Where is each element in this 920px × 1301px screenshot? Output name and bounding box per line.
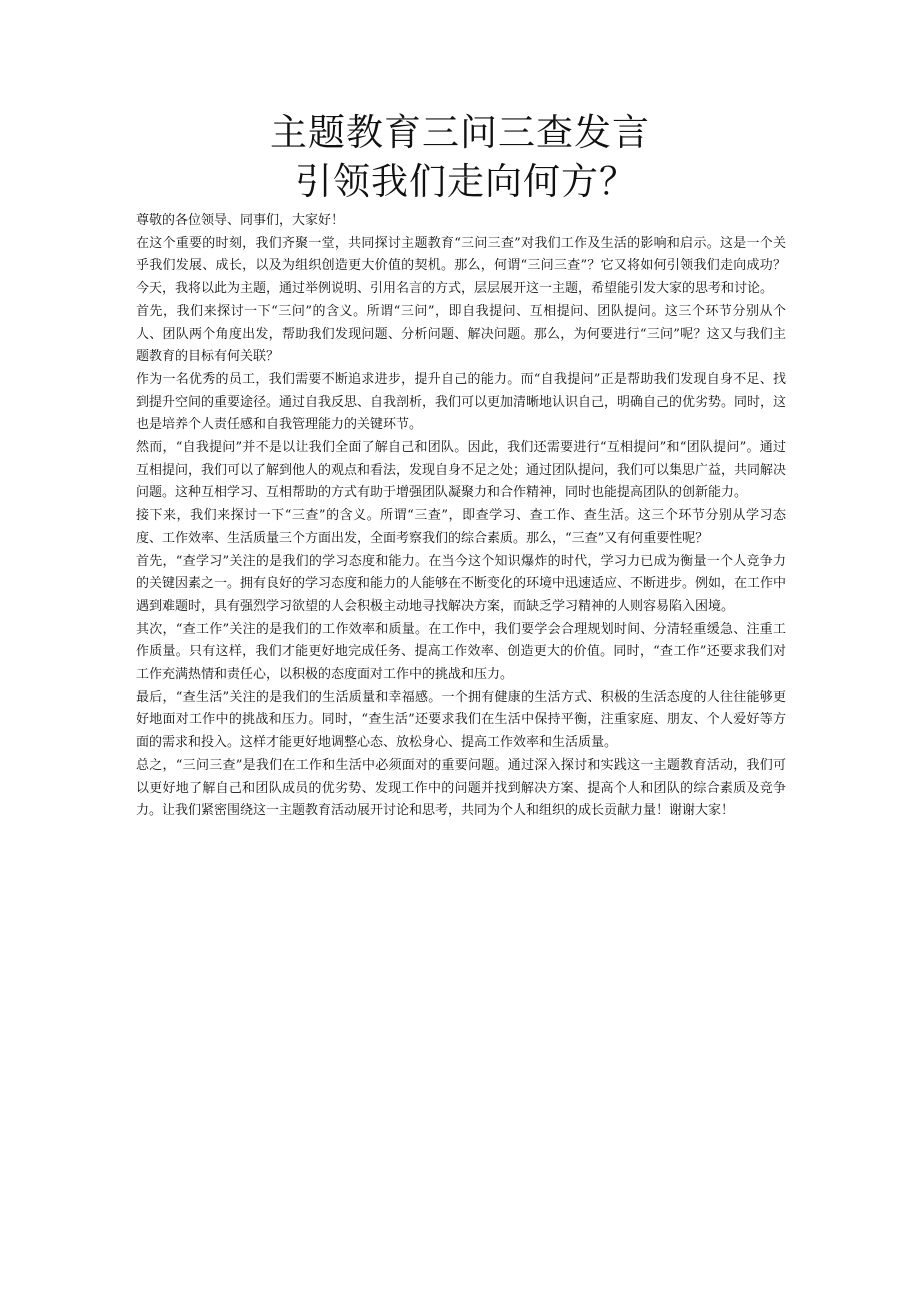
- paragraph-check-work: 其次，“查工作”关注的是我们的工作效率和质量。在工作中，我们要学会合理规划时间、分清轻重缓急、注重工作质量。只有这样，我们才能更好地完成任务、提高工作效率、创造更大的价值。同时，“查工作”还要求我们对工作充满热情和责任心，以积极的态度面对工作中的挑战和压力。: [136, 621, 786, 683]
- document-body: [136, 210, 786, 823]
- document-title: 主题教育三问三查发言: [270, 111, 650, 154]
- document-subtitle: 引领我们走向何方？: [295, 160, 637, 203]
- paragraph-mutual-team-questioning: 然而，“自我提问”并不是以让我们全面了解自己和团队。因此，我们还需要进行“互相提问”和“团队提问”。通过互相提问，我们可以了解到他人的观点和看法，发现自身不足之处；通过团队提问，我们可以集思广益，共同解决问题。这种互相学习、互相帮助的方式有助于增强团队凝聚力和合作精神，同时也能提高团队的创新能力。: [136, 440, 787, 501]
- paragraph-three-checks: 接下来，我们来探讨一下“三查”的含义。所谓“三查”，即查学习、查工作、查生活。这三个环节分别从学习态度、工作效率、生活质量三个方面出发，全面考察我们的综合素质。那么，“三查”又有何重要性呢？: [136, 508, 786, 546]
- paragraph-greeting: 尊敬的各位领导、同事们，大家好！: [136, 213, 345, 228]
- paragraph-conclusion: 总之，“三问三查”是我们在工作和生活中必须面对的重要问题。通过深入探讨和实践这一主题教育活动，我们可以更好地了解自己和团队成员的优劣势、发现工作中的问题并找到解决方案、提高个人和团队的综合素质及竞争力。让我们紧密围绕这一主题教育活动展开讨论和思考，共同为个人和组织的成长贡献力量！谢谢大家！: [136, 757, 786, 819]
- title-block: [0, 108, 920, 206]
- paragraph-check-learning: 首先，“查学习”关注的是我们的学习态度和能力。在当今这个知识爆炸的时代，学习力已成为衡量一个人竞争力的关键因素之一。拥有良好的学习态度和能力的人能够在不断变化的环境中迅速适应、不断进步。例如，在工作中遇到难题时，具有强烈学习欲望的人会积极主动地寻找解决方案，而缺乏学习精神的人则容易陷入困境。: [136, 553, 787, 614]
- paragraph-intro: 在这个重要的时刻，我们齐聚一堂，共同探讨主题教育“三问三查”对我们工作及生活的影响和启示。这是一个关乎我们发展、成长，以及为组织创造更大价值的契机。那么，何谓“三问三查”？它又将如何引领我们走向成功？今天，我将以此为主题，通过举例说明、引用名言的方式，层层展开这一主题，希望能引发大家的思考和讨论。: [136, 235, 786, 297]
- paragraph-three-questions: 首先，我们来探讨一下“三问”的含义。所谓“三问”，即自我提问、互相提问、团队提问。这三个环节分别从个人、团队两个角度出发，帮助我们发现问题、分析问题、解决问题。那么，为何要进行“三问”呢？这又与我们主题教育的目标有何关联？: [136, 303, 786, 365]
- paragraph-check-life: 最后，“查生活”关注的是我们的生活质量和幸福感。一个拥有健康的生活方式、积极的生活态度的人往往能够更好地面对工作中的挑战和压力。同时，“查生活”还要求我们在生活中保持平衡，注重家庭、朋友、个人爱好等方面的需求和投入。这样才能更好地调整心态、放松身心、提高工作效率和生活质量。: [136, 689, 786, 751]
- paragraph-self-questioning: 作为一名优秀的员工，我们需要不断追求进步，提升自己的能力。而“自我提问”正是帮助我们发现自身不足、找到提升空间的重要途径。通过自我反思、自我剖析，我们可以更加清晰地认识自己，明确自己的优劣势。同时，这也是培养个人责任感和自我管理能力的关键环节。: [136, 371, 787, 433]
